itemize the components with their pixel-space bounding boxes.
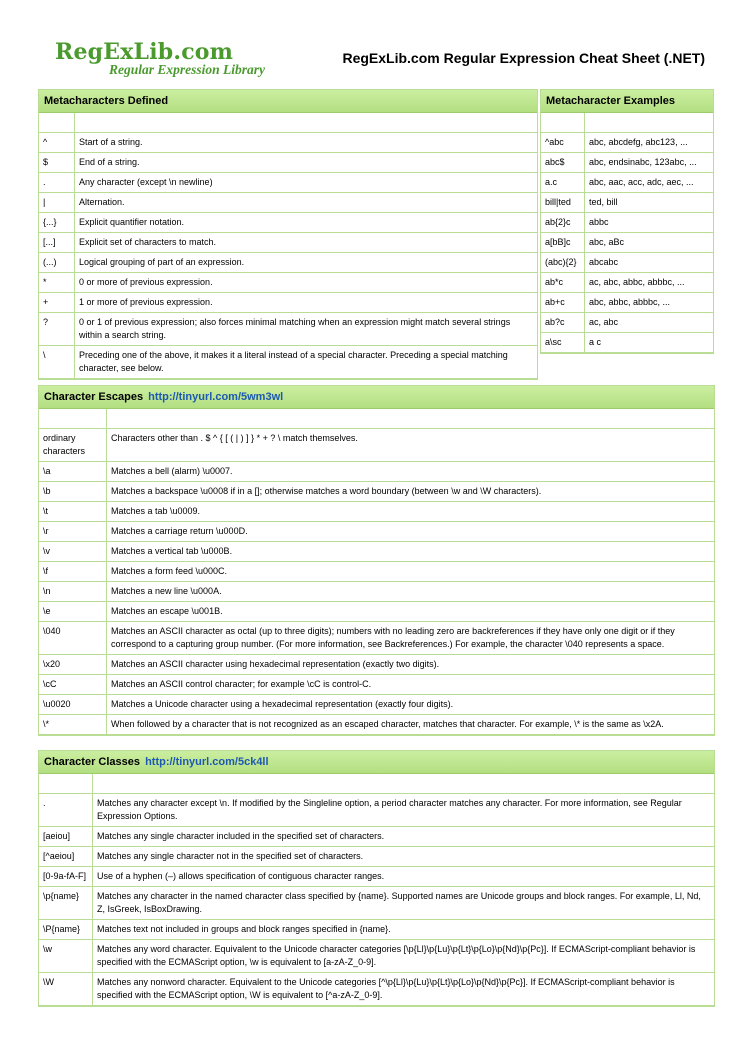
table-row [39,827,714,847]
description-cell: Any character (except \n newline) [75,173,537,193]
table-row [39,622,714,655]
syntax-cell: \* [39,715,107,735]
table-row [39,867,714,887]
table-row [541,213,713,233]
character-escapes-panel [38,385,715,736]
syntax-cell: * [39,273,75,293]
syntax-cell: \cC [39,675,107,695]
description-cell: Use of a hyphen (–) allows specification of contiguous character ranges. [93,867,714,887]
table-row [39,887,714,920]
table-row [39,346,537,379]
description-cell: Matches any word character. Equivalent to the Unicode character categories [\p{Ll}\p{Lu}\p{Lt}\p{Lo}\p{Nd}\p{Pc}]. If ECMAScript-compliant behavior is specified with the ECMAScript option, \w is equivalent to [a-zA-Z_0-9]. [93,940,714,973]
table-row [39,313,537,346]
syntax-cell: \r [39,522,107,542]
syntax-cell: \u0020 [39,695,107,715]
table-row [39,847,714,867]
syntax-cell: bill|ted [541,193,585,213]
description-cell: ac, abc [585,313,713,333]
syntax-cell: a[bB]c [541,233,585,253]
description-cell: Matches any single character included in the specified set of characters. [93,827,714,847]
header-cell [107,409,714,429]
header-cell [93,774,714,794]
logo-main-text: RegExLib.com [55,39,234,65]
description-cell: When followed by a character that is not recognized as an escaped character, matches that character. For example, \* is the same as \x2A. [107,715,714,735]
syntax-cell: ? [39,313,75,346]
character-escapes-title: Character Escapes [44,391,144,403]
table-row [541,153,713,173]
description-cell: Matches a form feed \u000C. [107,562,714,582]
header-cell [39,409,107,429]
syntax-cell: . [39,794,93,827]
syntax-cell: ab+c [541,293,585,313]
character-classes-title: Character Classes [44,756,141,768]
table-row [541,173,713,193]
description-cell: Logical grouping of part of an expression. [75,253,537,273]
table-row [541,273,713,293]
table-row [39,462,714,482]
syntax-cell: \P{name} [39,920,93,940]
table-row [39,920,714,940]
table-row [39,213,537,233]
table-row [541,333,713,353]
table-row [541,133,713,153]
syntax-cell: [0-9a-fA-F] [39,867,93,887]
logo-tagline: Regular Expression Library [109,62,266,77]
syntax-cell: \v [39,542,107,562]
table-row [39,522,714,542]
syntax-cell: ordinary characters [39,429,107,462]
table-row [39,293,537,313]
description-cell: Matches a backspace \u0008 if in a []; otherwise matches a word boundary (between \w and \W characters). [107,482,714,502]
table-row [39,253,537,273]
header-cell [585,113,713,133]
syntax-cell: \040 [39,622,107,655]
syntax-cell: \p{name} [39,887,93,920]
description-cell: 0 or 1 of previous expression; also forces minimal matching when an expression might match several strings within a search string. [75,313,537,346]
table-row [541,193,713,213]
header-cell [75,113,537,133]
description-cell: Explicit set of characters to match. [75,233,537,253]
syntax-cell: + [39,293,75,313]
syntax-cell: abc$ [541,153,585,173]
table-row [39,602,714,622]
description-cell: 1 or more of previous expression. [75,293,537,313]
table-row [39,562,714,582]
table-row [39,542,714,562]
table-row [39,482,714,502]
syntax-cell: \b [39,482,107,502]
syntax-cell: [^aeiou] [39,847,93,867]
description-cell: Matches any character in the named character class specified by {name}. Supported names are Unicode groups and block ranges. For example, Ll, Nd, Z, IsGreek, IsBoxDrawing. [93,887,714,920]
table-row [39,502,714,522]
header-cell [39,774,93,794]
description-cell: Preceding one of the above, it makes it a literal instead of a special character. Preceding a special matching character, see below. [75,346,537,379]
syntax-cell: \f [39,562,107,582]
syntax-cell: [...] [39,233,75,253]
description-cell: 0 or more of previous expression. [75,273,537,293]
table-row [39,193,537,213]
syntax-cell: \a [39,462,107,482]
description-cell: a c [585,333,713,353]
examples-table [541,113,713,353]
description-cell: Matches a carriage return \u000D. [107,522,714,542]
table-row [39,582,714,602]
character-classes-link[interactable]: http://tinyurl.com/5ck4ll [145,756,269,768]
metacharacters-table [39,113,537,379]
description-cell: Matches a vertical tab \u000B. [107,542,714,562]
description-cell: Alternation. [75,193,537,213]
metacharacters-defined-panel [38,89,538,380]
description-cell: Explicit quantifier notation. [75,213,537,233]
table-row [39,794,714,827]
syntax-cell: ^abc [541,133,585,153]
character-classes-heading [39,751,714,774]
description-cell: abc, abcdefg, abc123, ... [585,133,713,153]
syntax-cell: ^ [39,133,75,153]
table-row [39,655,714,675]
header-cell [39,113,75,133]
table-row [39,695,714,715]
syntax-cell: \e [39,602,107,622]
description-cell: abbc [585,213,713,233]
syntax-cell: ab*c [541,273,585,293]
table-row [39,153,537,173]
description-cell: Matches a tab \u0009. [107,502,714,522]
table-row [39,233,537,253]
syntax-cell: a\sc [541,333,585,353]
regexlib-logo[interactable] [55,40,265,77]
metacharacters-defined-heading: Metacharacters Defined [39,90,537,113]
escapes-table [39,409,714,735]
syntax-cell: ab?c [541,313,585,333]
header-cell [541,113,585,133]
table-row [39,429,714,462]
description-cell: abcabc [585,253,713,273]
syntax-cell: [aeiou] [39,827,93,847]
syntax-cell: ab{2}c [541,213,585,233]
syntax-cell: {...} [39,213,75,233]
table-row [541,253,713,273]
description-cell: End of a string. [75,153,537,173]
table-row [39,173,537,193]
table-row [541,313,713,333]
syntax-cell: \ [39,346,75,379]
description-cell: abc, aBc [585,233,713,253]
description-cell: ted, bill [585,193,713,213]
metacharacter-examples-panel [540,89,714,354]
description-cell: abc, abbc, abbbc, ... [585,293,713,313]
classes-table [39,774,714,1006]
page-header [0,0,750,86]
metacharacter-examples-heading: Metacharacter Examples [541,90,713,113]
table-row [541,293,713,313]
syntax-cell: | [39,193,75,213]
table-row [541,233,713,253]
table-header-row [39,409,714,429]
description-cell: Matches an escape \u001B. [107,602,714,622]
table-header-row [39,774,714,794]
syntax-cell: a.c [541,173,585,193]
syntax-cell: \t [39,502,107,522]
syntax-cell: \x20 [39,655,107,675]
syntax-cell: \W [39,973,93,1006]
description-cell: Matches text not included in groups and block ranges specified in {name}. [93,920,714,940]
description-cell: Matches a bell (alarm) \u0007. [107,462,714,482]
syntax-cell: $ [39,153,75,173]
table-row [39,675,714,695]
description-cell: abc, endsinabc, 123abc, ... [585,153,713,173]
table-row [39,273,537,293]
description-cell: Matches a Unicode character using a hexadecimal representation (exactly four digits). [107,695,714,715]
character-classes-panel [38,750,715,1007]
description-cell: Matches an ASCII control character; for example \cC is control-C. [107,675,714,695]
table-row [39,940,714,973]
description-cell: Matches any single character not in the specified set of characters. [93,847,714,867]
description-cell: Matches any nonword character. Equivalent to the Unicode categories [^\p{Ll}\p{Lu}\p{Lt}\p{Lo}\p{Nd}\p{Pc}]. If ECMAScript-compliant behavior is specified with the ECMAScript option, \W is equivalent to [^a-zA-Z_0-9]. [93,973,714,1006]
table-row [39,715,714,735]
description-cell: Matches any character except \n. If modified by the Singleline option, a period character matches any character. For more information, see Regular Expression Options. [93,794,714,827]
character-escapes-link[interactable]: http://tinyurl.com/5wm3wl [148,391,284,403]
table-header-row [39,113,537,133]
description-cell: Start of a string. [75,133,537,153]
table-row [39,133,537,153]
syntax-cell: (...) [39,253,75,273]
character-escapes-heading [39,386,714,409]
description-cell: ac, abc, abbc, abbbc, ... [585,273,713,293]
description-cell: Matches an ASCII character using hexadecimal representation (exactly two digits). [107,655,714,675]
page-title: RegExLib.com Regular Expression Cheat Sheet (.NET) [342,50,705,66]
description-cell: Characters other than . $ ^ { [ ( | ) ] } * + ? \ match themselves. [107,429,714,462]
syntax-cell: (abc){2} [541,253,585,273]
table-header-row [541,113,713,133]
syntax-cell: \n [39,582,107,602]
description-cell: Matches a new line \u000A. [107,582,714,602]
description-cell: Matches an ASCII character as octal (up to three digits); numbers with no leading zero are backreferences if they have only one digit or if they correspond to a capturing group number. (For more information, see Backreferences.) For example, the character \040 represents a space. [107,622,714,655]
syntax-cell: \w [39,940,93,973]
syntax-cell: . [39,173,75,193]
table-row [39,973,714,1006]
description-cell: abc, aac, acc, adc, aec, ... [585,173,713,193]
